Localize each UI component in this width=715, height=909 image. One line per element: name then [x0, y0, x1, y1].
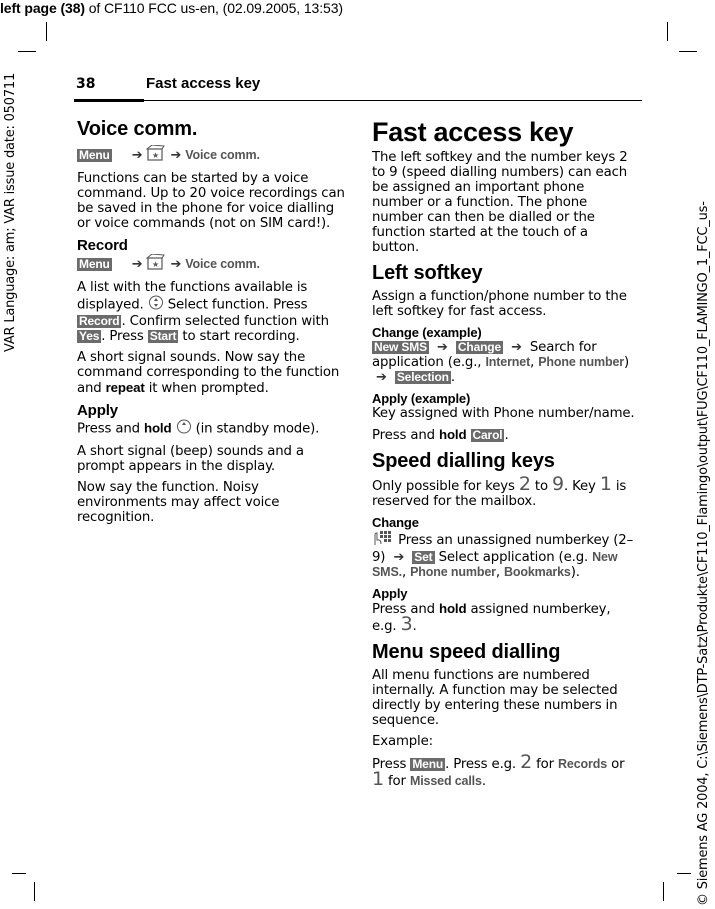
extras-icon [146, 145, 166, 165]
heading-change: Change [372, 515, 419, 530]
softkey-selection: Selection [396, 370, 449, 384]
bold-text: repeat [105, 380, 145, 395]
apply-example-text: Key assigned with Phone number/name. [372, 406, 635, 421]
text: is reserved for the mailbox. [372, 479, 627, 509]
text: for [536, 757, 554, 772]
crop-mark [18, 51, 36, 52]
change-example-steps: New SMS ➔ Change ➔ Search for application (e.g., Internet, Phone number) ➔ Selection . [372, 340, 630, 385]
apply-paragraph-3: Now say the function. Noisy environments may affect voice recognition. [77, 480, 280, 525]
record-paragraph-1 [77, 280, 347, 344]
apply-paragraph-2: A short signal (beep) sounds and a prompt appears in the display. [77, 444, 304, 474]
menu-path [77, 145, 347, 165]
extras-icon [146, 254, 166, 274]
key-digit-1: 1 [372, 768, 384, 790]
left-softkey-intro: Assign a function/phone number to the left softkey for fast access. [372, 289, 627, 319]
print-info-rest: of CF110 FCC us-en, (02.09.2005, 13:53) [84, 0, 343, 16]
text: Only possible for keys [372, 479, 515, 494]
voice-comm-intro: Functions can be started by a voice command. Up to 20 voice recordings can be saved in the phone for voice dialling or voice commands (not on SIM card!). [77, 171, 345, 231]
record-paragraph-2 [77, 350, 347, 396]
text: . Key [563, 479, 596, 494]
speed-dial-apply: Press and hold assigned numberkey, e.g. 3. [372, 601, 611, 635]
crop-mark [667, 22, 668, 41]
key-digit-3: 3 [400, 613, 413, 635]
arrow-icon: ➔ [131, 256, 143, 272]
menu-speed-example-label: Example: [372, 734, 433, 749]
softkey-set: Set [414, 550, 433, 564]
left-margin-text: VAR Language: am; VAR issue date: 050711 [3, 72, 18, 352]
arrow-icon: ➔ [170, 147, 182, 163]
menu-ref-missed-calls: Missed calls [409, 774, 482, 788]
text: Press an unassigned numberkey (2–9) [372, 533, 634, 565]
header-rule [74, 100, 642, 101]
key-digit-2: 2 [518, 473, 531, 495]
softkey-menu: Menu [412, 757, 444, 771]
softkey-yes: Yes [79, 329, 100, 343]
crop-mark [34, 882, 35, 901]
speed-dial-intro [372, 473, 637, 509]
menu-item-voice-comm: Voice comm. [185, 256, 260, 271]
menu-speed-example: Press Menu . Press e.g. 2 for Records or 1 for Missed calls. [372, 751, 625, 790]
text: Press and [372, 428, 435, 443]
arrow-icon: ➔ [511, 340, 522, 355]
text: for [388, 774, 406, 789]
text: Press and [372, 602, 435, 617]
crop-mark [679, 51, 697, 52]
text: . Confirm selected function with [121, 314, 329, 329]
running-head: Fast access key [146, 75, 261, 92]
right-margin-text: © Siemens AG 2004, C:\Siemens\DTP-Satz\Produkte\CF110_Flamingo\output\FUG\CF110_FLAMINGO_1_FCC_us- [696, 201, 711, 906]
chapter-title: Fast access key [372, 117, 574, 147]
heading-menu-speed-dialling: Menu speed dialling [372, 641, 561, 663]
heading-speed-dialling-keys: Speed dialling keys [372, 450, 555, 472]
menu-ref-bookmarks: Bookmarks [504, 565, 571, 579]
arrow-icon: ➔ [437, 340, 448, 355]
print-info-line [0, 0, 343, 16]
menu-path [77, 254, 347, 274]
softkey-new-sms: New SMS [374, 340, 427, 354]
chapter-intro: The left softkey and the number keys 2 to 9 (speed dialling numbers) can each be assigned an important phone number or a function. The phone number can then be dialled or the function started at the touch of a button. [372, 150, 628, 255]
heading-record: Record [77, 237, 128, 254]
text: A short signal sounds. Now say the command corresponding to the function and [77, 350, 340, 396]
crop-mark [677, 873, 691, 874]
menu-ref-internet: Internet [485, 355, 531, 369]
text: (in standby mode). [195, 421, 320, 437]
text: . Press [101, 329, 144, 344]
print-info-bold: left page (38) [0, 0, 85, 16]
menu-ref-phone-number: Phone number [538, 355, 624, 369]
keypad-press-icon [372, 530, 394, 550]
bold-text: hold [143, 420, 172, 436]
crop-mark [12, 873, 26, 874]
softkey-start: Start [149, 329, 177, 343]
text: it when prompted. [148, 381, 269, 396]
text: Press [372, 757, 407, 772]
speed-dial-change-steps: Press an unassigned numberkey (2–9) ➔ Set Select application (e.g. New SMS., Phone number, Bookmarks). [372, 530, 637, 580]
heading-change-example: Change (example) [372, 325, 482, 340]
heading-apply-example: Apply (example) [372, 391, 471, 406]
menu-ref-new-sms: New SMS. [372, 550, 618, 579]
bold-text: hold [438, 427, 467, 442]
heading-apply: Apply [372, 586, 408, 601]
heading-left-softkey: Left softkey [372, 262, 483, 284]
menu-ref-phone-number: Phone number [410, 565, 496, 579]
text: A list with the functions available is displayed. [77, 280, 308, 313]
text: Press and [77, 421, 140, 437]
softkey-menu: Menu [79, 256, 110, 271]
menu-item-voice-comm: Voice comm. [185, 147, 260, 162]
menu-ref-records: Records [558, 757, 608, 771]
softkey-menu: Menu [79, 147, 110, 162]
heading-apply: Apply [77, 402, 118, 419]
text: or [611, 757, 625, 772]
bold-text: hold [438, 601, 467, 616]
softkey-carol: Carol [472, 428, 503, 442]
softkey-change: Change [457, 340, 501, 354]
text: to start recording. [182, 329, 300, 344]
text: assigned numberkey, e.g. [372, 602, 611, 634]
section-title-voice-comm: Voice comm. [77, 118, 198, 140]
apply-paragraph-1 [77, 419, 347, 438]
crop-mark [46, 22, 47, 41]
svg-text:★: ★ [152, 151, 160, 160]
left-column [77, 117, 347, 531]
apply-example-press: Press and hold Carol . [372, 427, 509, 443]
text: to [534, 479, 548, 494]
text: Select application (e.g. [438, 550, 589, 565]
crop-mark [663, 882, 664, 901]
key-digit-2: 2 [520, 751, 533, 773]
text: Select function. Press [167, 297, 308, 313]
right-column [372, 117, 637, 795]
key-digit-9: 9 [552, 473, 564, 495]
navigation-key-up-icon [176, 419, 192, 438]
key-digit-1: 1 [599, 473, 612, 495]
svg-text:★: ★ [152, 260, 160, 269]
arrow-icon: ➔ [170, 256, 182, 272]
arrow-icon: ➔ [393, 550, 405, 565]
menu-speed-intro: All menu functions are numbered internally. A function may be selected directly by entering these numbers in sequence. [372, 668, 618, 728]
text: . Press e.g. [445, 757, 517, 772]
text: Search for application (e.g., [372, 340, 597, 370]
softkey-record: Record [79, 314, 120, 328]
page-number: 38 [76, 76, 96, 92]
navigation-key-updown-icon [148, 295, 164, 314]
arrow-icon: ➔ [376, 370, 387, 385]
arrow-icon: ➔ [131, 147, 143, 163]
